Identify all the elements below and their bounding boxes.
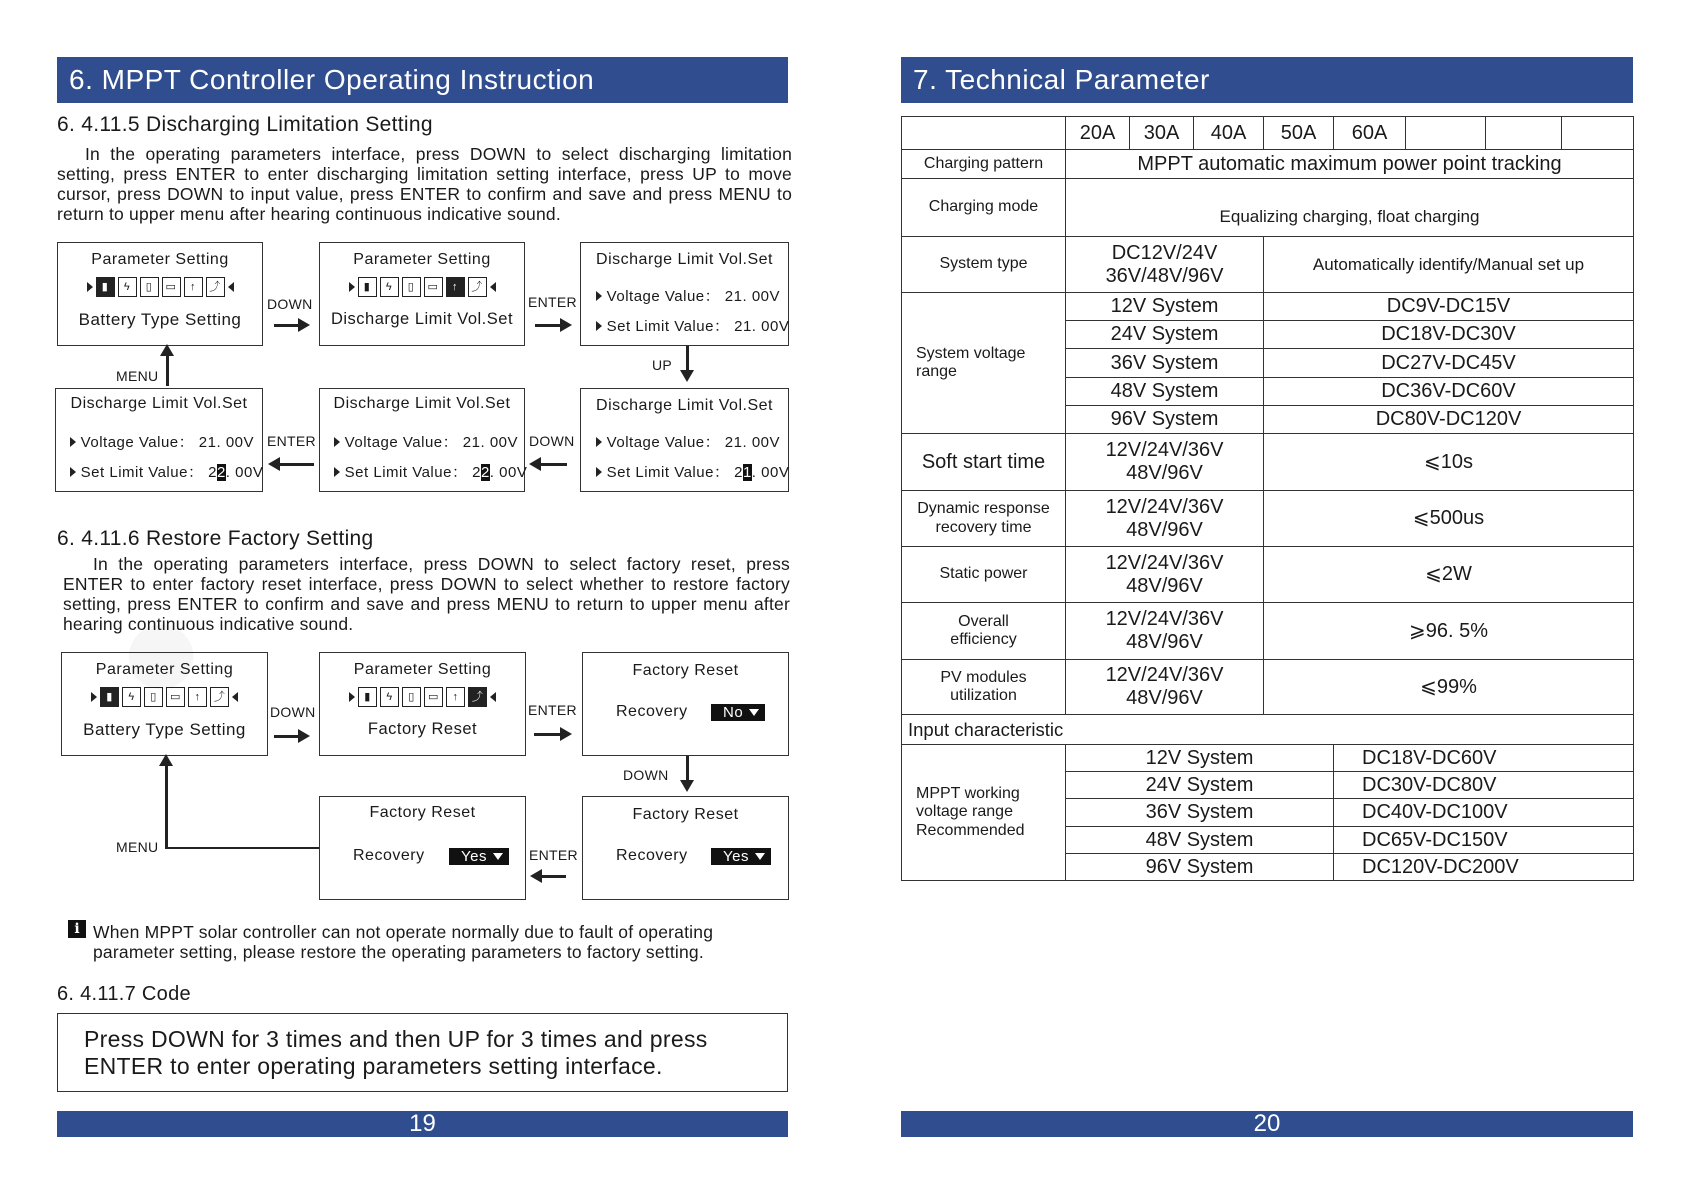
arrow-right-icon — [274, 324, 306, 327]
lcd-title: Parameter Setting — [91, 251, 229, 268]
soft-start-value: ⩽10s — [1264, 434, 1634, 491]
arrow-right-icon — [349, 282, 355, 292]
info-icon: i — [68, 920, 86, 938]
lcd-discharge-limit-4 — [55, 388, 263, 492]
arrow-right-icon — [596, 437, 602, 447]
arrow-right-icon — [70, 467, 76, 477]
empty-cell — [1486, 117, 1562, 150]
lcd-title: Discharge Limit Vol.Set — [596, 397, 773, 414]
soft-start-label: Soft start time — [902, 434, 1066, 491]
arrow-down-icon — [686, 756, 689, 786]
arrow-left-icon — [272, 463, 314, 466]
label-enter: ENTER — [528, 294, 577, 310]
lcd-title: Factory Reset — [369, 804, 476, 821]
system-type-value: DC12V/24V 36V/48V/96V — [1066, 237, 1264, 293]
label-down-2: DOWN — [529, 433, 575, 449]
overall-efficiency-value: ⩾96. 5% — [1264, 603, 1634, 660]
pv-utilization-value: ⩽99% — [1264, 660, 1634, 715]
label-enter-3: ENTER — [528, 702, 577, 718]
arrow-right-icon — [334, 437, 340, 447]
lcd-parameter-setting-3 — [61, 652, 268, 756]
sys-voltage-range: DC27V-DC45V — [1264, 349, 1634, 378]
arrow-left-icon — [490, 692, 496, 702]
lcd-title: Discharge Limit Vol.Set — [333, 395, 511, 412]
charge-icon: ϟ — [380, 687, 399, 707]
lcd-title: Parameter Setting — [353, 661, 492, 678]
mppt-system: 48V System — [1066, 827, 1334, 854]
lcd-icon-row — [320, 277, 524, 297]
sys-voltage-range: DC9V-DC15V — [1264, 293, 1634, 321]
pv-utilization-system: 12V/24V/36V 48V/96V — [1066, 660, 1264, 715]
curve-icon: ⤴ — [210, 687, 229, 707]
current-50a: 50A — [1264, 117, 1334, 150]
battery-icon: ▯ — [144, 687, 163, 707]
sys-voltage-system: 36V System — [1066, 349, 1264, 378]
battery-up-icon: ↑ — [446, 687, 465, 707]
charging-mode-value: Equalizing charging, float charging — [1066, 179, 1634, 237]
lcd-discharge-limit-1 — [580, 242, 789, 346]
system-type-note: Automatically identify/Manual set up — [1264, 237, 1634, 293]
static-power-value: ⩽2W — [1264, 547, 1634, 603]
left-page-banner: 6. MPPT Controller Operating Instruction — [57, 57, 788, 103]
lcd-title: Parameter Setting — [95, 661, 234, 678]
sys-voltage-system: 12V System — [1066, 293, 1264, 321]
battery-low-icon: ▭ — [166, 687, 185, 707]
empty-cell — [1406, 117, 1486, 150]
label-menu-2: MENU — [116, 839, 159, 855]
mppt-system: 12V System — [1066, 745, 1334, 772]
current-30a: 30A — [1130, 117, 1194, 150]
technical-parameter-table — [901, 116, 1634, 881]
arrow-right-icon — [91, 692, 97, 702]
label-down: DOWN — [267, 296, 313, 312]
mppt-range: DC30V-DC80V — [1334, 772, 1634, 799]
lcd-title: Factory Reset — [632, 662, 739, 679]
sys-voltage-system: 48V System — [1066, 378, 1264, 406]
lcd-parameter-setting-2 — [319, 242, 525, 346]
battery-icon: ▯ — [402, 277, 421, 297]
lcd-title: Discharge Limit Vol.Set — [70, 395, 248, 412]
label-down-4: DOWN — [623, 767, 669, 783]
label-enter-4: ENTER — [529, 847, 578, 863]
section-title-code: 6. 4.11.7 Code — [57, 983, 191, 1005]
lcd-limit-row: Set Limit Value： 22. 00V — [334, 461, 527, 482]
lcd-limit-row: Set Limit Value： 21. 00V — [596, 315, 789, 336]
cursor-digit: 2 — [480, 464, 490, 481]
lcd-icon-row — [58, 277, 262, 297]
mppt-range: DC40V-DC100V — [1334, 799, 1634, 827]
curve-icon: ⤴ — [468, 687, 487, 707]
arrow-right-icon — [334, 467, 340, 477]
arrow-left-icon — [490, 282, 496, 292]
sys-voltage-range: DC18V-DC30V — [1264, 321, 1634, 349]
lcd-factory-reset-yes-1 — [582, 796, 789, 900]
lcd-factory-reset-no — [582, 652, 789, 756]
charge-icon: ϟ — [380, 277, 399, 297]
pv-utilization-label: PV modules utilization — [902, 660, 1066, 715]
charging-pattern-value: MPPT automatic maximum power point tracking — [1066, 150, 1634, 179]
section-title-discharging: 6. 4.11.5 Discharging Limitation Setting — [57, 113, 433, 136]
section-title-factory-reset: 6. 4.11.6 Restore Factory Setting — [57, 527, 374, 550]
arrow-up-icon — [165, 760, 168, 849]
label-down-3: DOWN — [270, 704, 316, 720]
lcd-recovery-row: Recovery — [616, 847, 688, 864]
current-60a: 60A — [1334, 117, 1406, 150]
curve-icon: ⤴ — [206, 277, 225, 297]
lcd-voltage-row: Voltage Value： 21. 00V — [596, 285, 780, 306]
lcd-limit-row: Set Limit Value： 21. 00V — [596, 461, 789, 482]
battery-up-icon: ↑ — [188, 687, 207, 707]
battery-type-icon: ▮ — [358, 687, 377, 707]
factory-reset-paragraph: In the operating parameters interface, press DOWN to select factory reset, press ENTER to enter factory reset interface, press DOWN to select whether to restore factory setting, press ENTER to confirm and save and press MENU to return to upper menu after hearing continuous indicative sound. — [63, 554, 790, 634]
sys-voltage-range: DC36V-DC60V — [1264, 378, 1634, 406]
lcd-recovery-row: Recovery — [616, 703, 688, 720]
mppt-range: DC18V-DC60V — [1334, 745, 1634, 772]
battery-up-icon: ↑ — [446, 277, 465, 297]
label-up: UP — [652, 357, 673, 373]
lcd-icon-row — [62, 687, 267, 707]
input-characteristic-label: Input characteristic — [902, 715, 1634, 745]
curve-icon: ⤴ — [468, 277, 487, 297]
battery-icon: ▯ — [402, 687, 421, 707]
dynamic-response-value: ⩽500us — [1264, 491, 1634, 547]
code-box: Press DOWN for 3 times and then UP for 3 times and press ENTER to enter operating parameters setting interface. — [57, 1013, 788, 1092]
lcd-title: Parameter Setting — [353, 251, 491, 268]
lcd-voltage-row: Voltage Value： 21. 00V — [334, 431, 518, 452]
arrow-right-icon — [70, 437, 76, 447]
battery-up-icon: ↑ — [184, 277, 203, 297]
dynamic-response-label: Dynamic response recovery time — [902, 491, 1066, 547]
overall-efficiency-label: Overall efficiency — [902, 603, 1066, 660]
battery-low-icon: ▭ — [424, 687, 443, 707]
left-page-number: 19 — [57, 1111, 788, 1137]
current-row — [902, 117, 1634, 150]
arrow-right-icon — [349, 692, 355, 702]
lcd-voltage-row: Voltage Value： 21. 00V — [70, 431, 254, 452]
arrow-right-icon — [596, 291, 602, 301]
arrow-right-icon — [596, 467, 602, 477]
cursor-digit: 1 — [742, 464, 752, 481]
lcd-discharge-limit-2 — [580, 388, 789, 492]
menu-return-line — [165, 847, 319, 849]
arrow-left-icon — [228, 282, 234, 292]
lcd-parameter-setting-1 — [57, 242, 263, 346]
lcd-icon-row — [320, 687, 525, 707]
charging-pattern-label: Charging pattern — [902, 150, 1066, 179]
arrow-left-icon — [533, 463, 567, 466]
system-voltage-label: System voltage range — [902, 293, 1066, 434]
right-page-number: 20 — [901, 1111, 1633, 1137]
arrow-right-icon — [534, 733, 568, 736]
lcd-subtitle: Battery Type Setting — [78, 310, 242, 329]
soft-start-system: 12V/24V/36V 48V/96V — [1066, 434, 1264, 491]
arrow-down-icon — [686, 346, 689, 376]
recovery-select: Yes — [449, 848, 509, 865]
arrow-right-icon — [87, 282, 93, 292]
lcd-parameter-setting-4 — [319, 652, 526, 756]
charging-mode-label: Charging mode — [902, 179, 1066, 237]
mppt-system: 36V System — [1066, 799, 1334, 827]
arrow-right-icon — [274, 735, 306, 738]
battery-type-icon: ▮ — [96, 277, 115, 297]
battery-type-icon: ▮ — [358, 277, 377, 297]
lcd-recovery-row: Recovery — [353, 847, 425, 864]
sys-voltage-system: 24V System — [1066, 321, 1264, 349]
battery-icon: ▯ — [140, 277, 159, 297]
label-enter-2: ENTER — [267, 433, 316, 449]
arrow-left-icon — [232, 692, 238, 702]
static-power-system: 12V/24V/36V 48V/96V — [1066, 547, 1264, 603]
charge-icon: ϟ — [118, 277, 137, 297]
arrow-left-icon — [534, 875, 566, 878]
empty-cell — [1562, 117, 1634, 150]
discharging-paragraph: In the operating parameters interface, press DOWN to select discharging limitation setting, press ENTER to enter discharging limitation setting interface, press UP to move cursor, press DOWN to input value, press ENTER to confirm and save and press MENU to return to upper menu after hearing continuous indicative sound. — [57, 144, 792, 224]
mppt-system: 24V System — [1066, 772, 1334, 799]
mppt-range: DC120V-DC200V — [1334, 854, 1634, 881]
arrow-up-icon — [166, 350, 169, 386]
overall-efficiency-system: 12V/24V/36V 48V/96V — [1066, 603, 1264, 660]
battery-low-icon: ▭ — [424, 277, 443, 297]
mppt-system: 96V System — [1066, 854, 1334, 881]
arrow-right-icon — [535, 324, 568, 327]
lcd-factory-reset-yes-2 — [319, 796, 526, 900]
empty-cell — [902, 117, 1066, 150]
charge-icon: ϟ — [122, 687, 141, 707]
recovery-select: No — [711, 704, 765, 721]
static-power-label: Static power — [902, 547, 1066, 603]
label-menu: MENU — [116, 368, 159, 384]
lcd-subtitle: Factory Reset — [367, 720, 478, 738]
system-type-label: System type — [902, 237, 1066, 293]
battery-type-icon: ▮ — [100, 687, 119, 707]
lcd-voltage-row: Voltage Value： 21. 00V — [596, 431, 780, 452]
current-40a: 40A — [1194, 117, 1264, 150]
mppt-voltage-label: MPPT working voltage range Recommended — [902, 745, 1066, 881]
arrow-right-icon — [596, 321, 602, 331]
lcd-limit-row: Set Limit Value： 22. 00V — [70, 461, 263, 482]
battery-low-icon: ▭ — [162, 277, 181, 297]
lcd-title: Factory Reset — [632, 806, 739, 823]
factory-reset-note: When MPPT solar controller can not operate normally due to fault of operating parameter setting, please restore the operating parameters to factory setting. — [93, 922, 714, 962]
lcd-title: Discharge Limit Vol.Set — [596, 251, 773, 268]
dynamic-response-system: 12V/24V/36V 48V/96V — [1066, 491, 1264, 547]
lcd-subtitle: Battery Type Setting — [83, 720, 246, 739]
lcd-subtitle: Discharge Limit Vol.Set — [330, 310, 514, 328]
mppt-range: DC65V-DC150V — [1334, 827, 1634, 854]
sys-voltage-range: DC80V-DC120V — [1264, 406, 1634, 434]
current-20a: 20A — [1066, 117, 1130, 150]
right-page-banner: 7. Technical Parameter — [901, 57, 1633, 103]
recovery-select: Yes — [711, 848, 771, 865]
sys-voltage-system: 96V System — [1066, 406, 1264, 434]
lcd-discharge-limit-3 — [319, 388, 528, 492]
cursor-digit: 2 — [216, 464, 226, 481]
